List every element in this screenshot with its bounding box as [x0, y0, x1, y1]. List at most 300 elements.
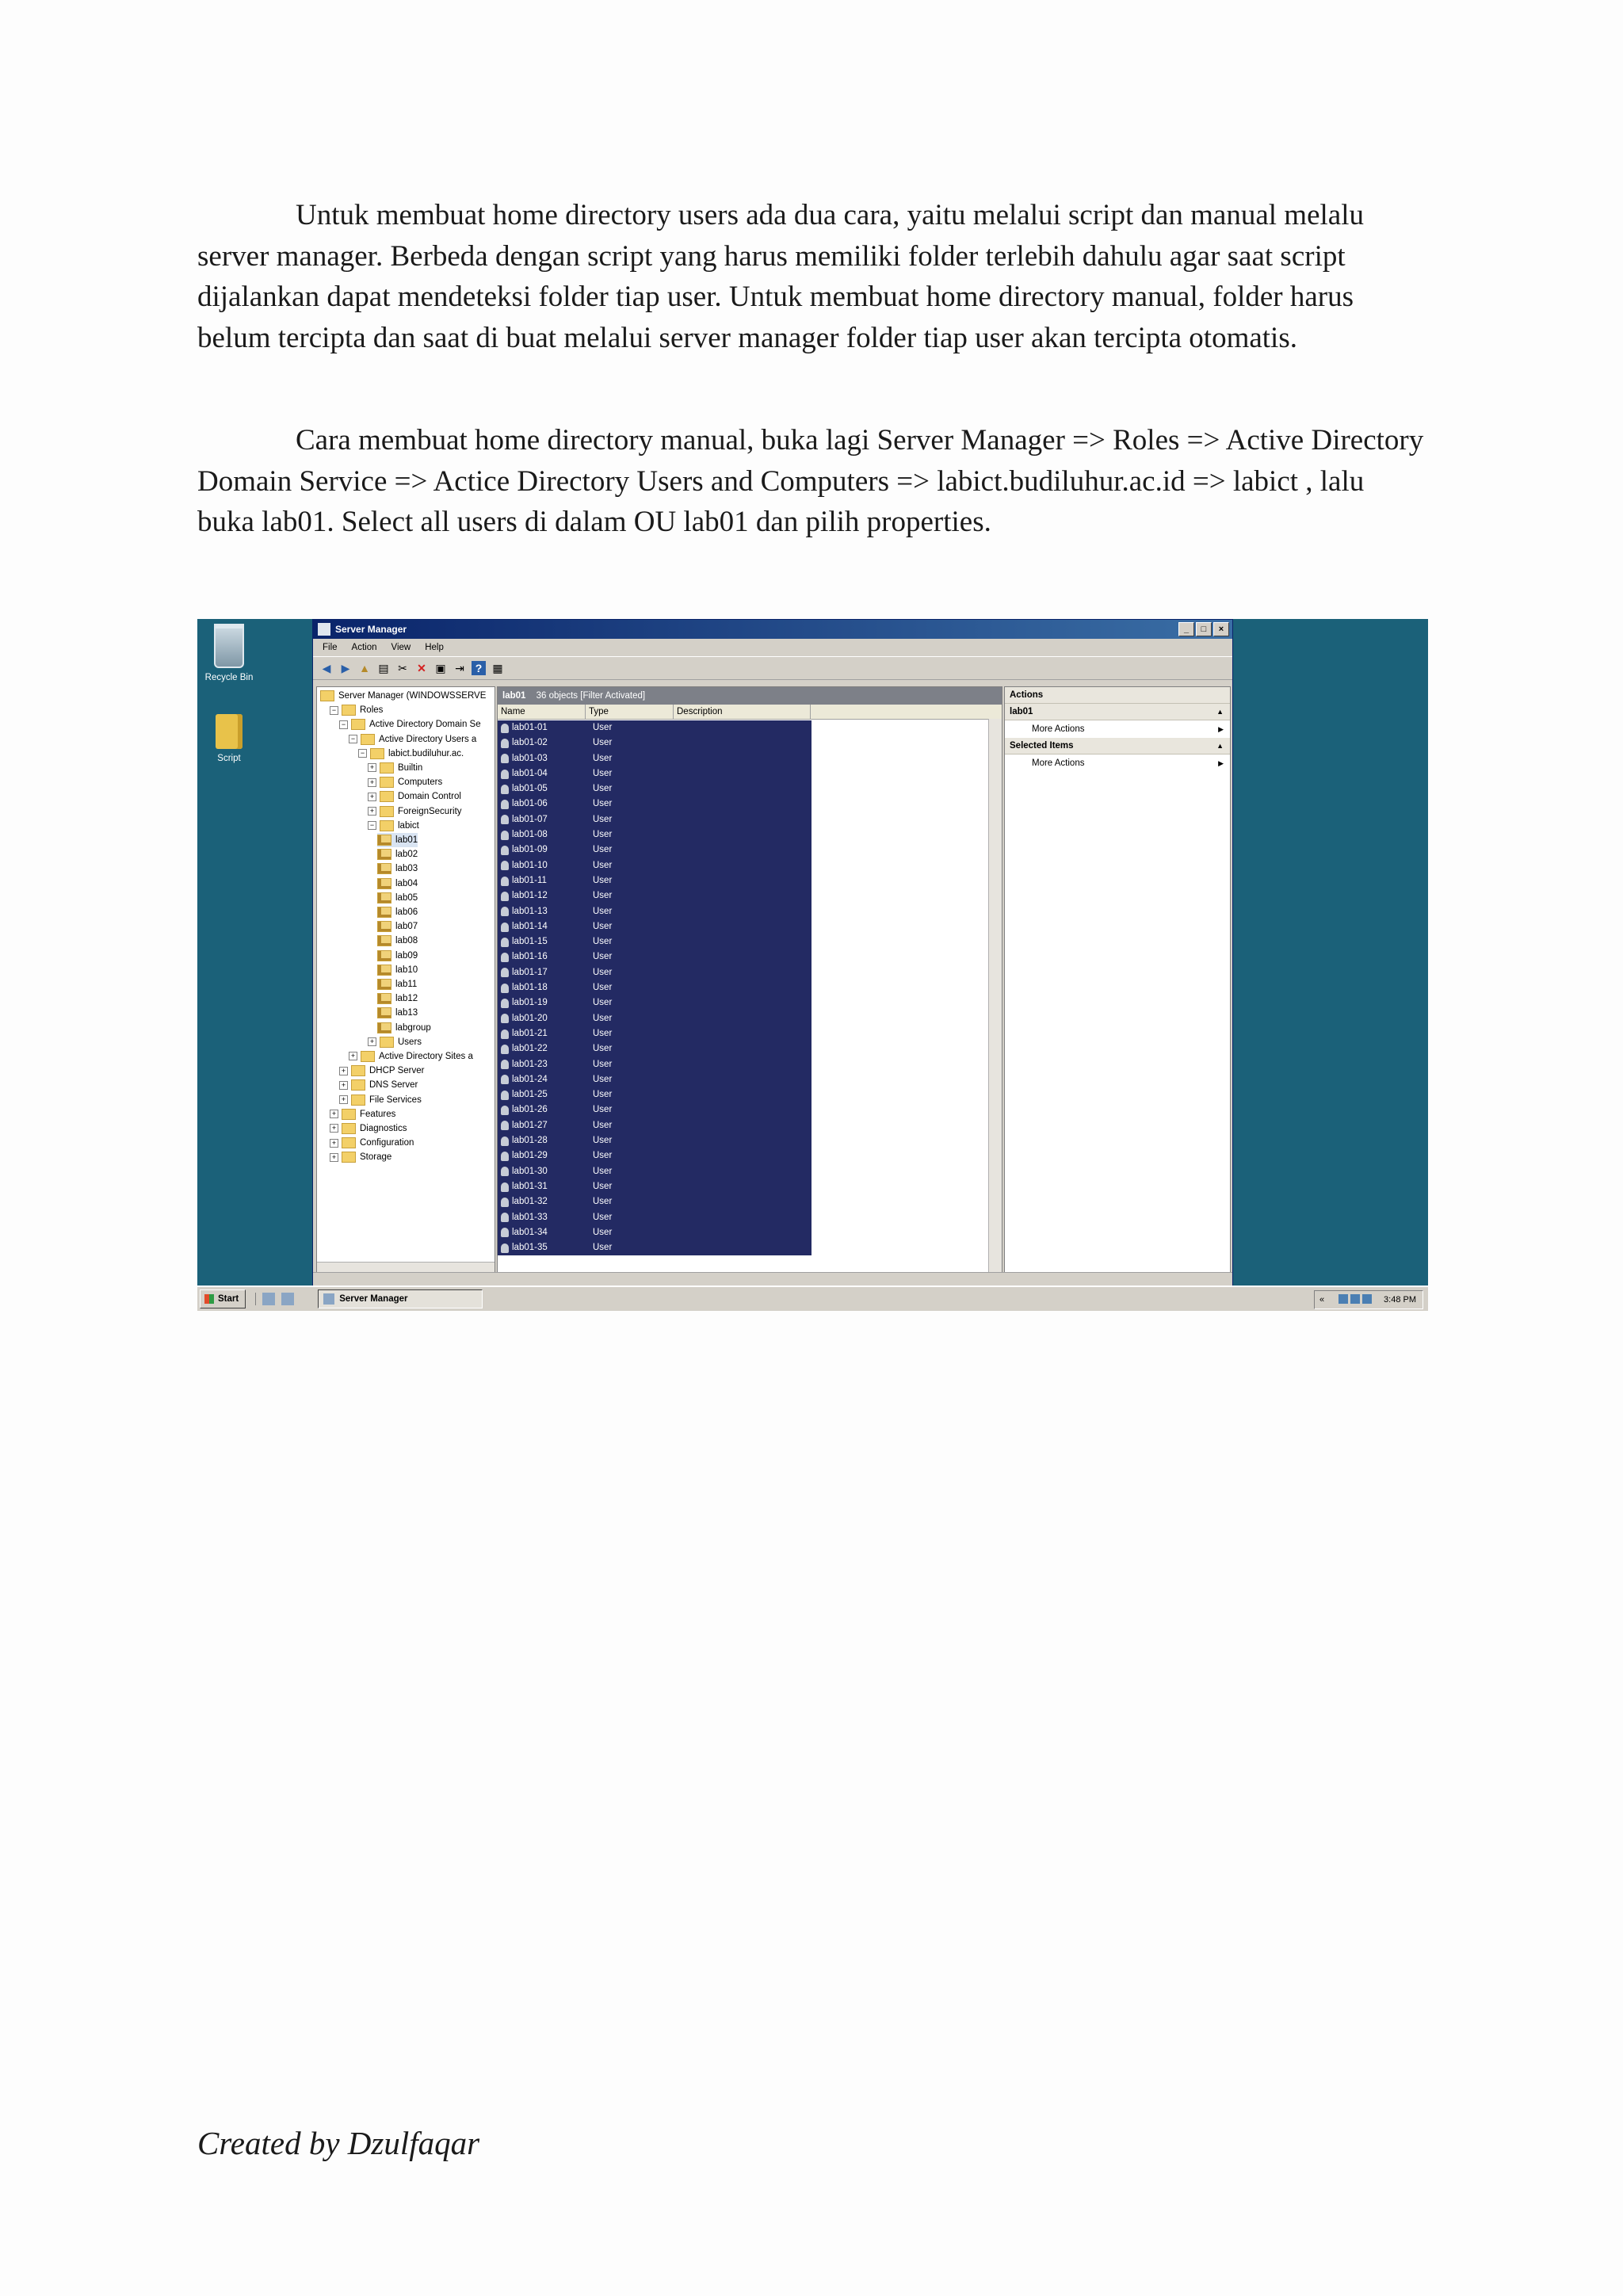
tree-node[interactable]: [377, 919, 418, 934]
user-row[interactable]: [498, 1133, 812, 1148]
expand-icon[interactable]: +: [368, 807, 376, 816]
folder-icon: [380, 806, 394, 817]
user-icon: [501, 877, 509, 886]
tree-node-label: Active Directory Domain Se: [369, 720, 481, 730]
user-type: User: [593, 1227, 613, 1237]
user-name: lab01-33: [512, 1212, 548, 1222]
tree-node-label: labict.budiluhur.ac.: [388, 748, 464, 758]
user-name: lab01-34: [512, 1227, 548, 1237]
tree-node-label: Active Directory Users a: [379, 734, 477, 744]
tree-node[interactable]: [377, 861, 418, 876]
tree-node[interactable]: [368, 1035, 422, 1049]
result-pane: [497, 686, 1002, 1276]
tree-node[interactable]: [377, 934, 418, 948]
script-folder-icon[interactable]: Script: [197, 714, 261, 763]
folder-icon: [342, 1109, 356, 1120]
user-icon: [501, 1152, 509, 1161]
user-type: User: [593, 738, 613, 748]
user-row[interactable]: [498, 1148, 812, 1163]
tree-node[interactable]: [368, 819, 419, 833]
user-icon: [501, 1137, 509, 1146]
user-row[interactable]: [498, 873, 812, 888]
user-name: lab01-06: [512, 799, 548, 809]
column-name[interactable]: Name: [498, 705, 586, 719]
tree-node[interactable]: [377, 1021, 431, 1035]
user-name: lab01-07: [512, 814, 548, 824]
user-row[interactable]: [498, 1057, 812, 1072]
tree-node-label: Storage: [360, 1152, 392, 1163]
user-row[interactable]: [498, 934, 812, 949]
expand-icon[interactable]: +: [330, 1139, 338, 1148]
user-icon: [501, 846, 509, 855]
user-type: User: [593, 860, 613, 870]
user-type: User: [593, 1181, 613, 1191]
user-type: User: [593, 1090, 613, 1100]
tree-node[interactable]: [377, 833, 418, 847]
tree-node-label: lab03: [395, 864, 418, 874]
vertical-scrollbar[interactable]: [988, 719, 1002, 1275]
tree-node[interactable]: [368, 789, 461, 804]
folder-icon: [380, 777, 394, 788]
tree-node-label: lab13: [395, 1008, 418, 1018]
taskbar-server-manager-button[interactable]: Server Manager: [318, 1289, 483, 1308]
actions-header: Actions: [1005, 687, 1230, 704]
menu-bar: [313, 639, 1232, 656]
tree-node[interactable]: [377, 991, 418, 1006]
user-row[interactable]: [498, 720, 812, 735]
user-icon: [501, 800, 509, 809]
tree-node[interactable]: [377, 847, 418, 861]
menu-view[interactable]: View: [391, 643, 411, 652]
tree-node-label: lab09: [395, 950, 418, 961]
user-icon: [501, 739, 509, 748]
user-row[interactable]: [498, 1118, 812, 1133]
user-type: User: [593, 983, 613, 993]
user-row[interactable]: [498, 827, 812, 842]
tree-node-label: lab04: [395, 878, 418, 888]
user-icon: [501, 907, 509, 916]
folder-icon: [351, 1079, 365, 1091]
tree-node[interactable]: [377, 891, 418, 905]
user-icon: [501, 1228, 509, 1237]
server-manager-icon: [318, 623, 330, 636]
folder-icon: [320, 690, 334, 701]
user-icon: [501, 1213, 509, 1222]
user-name: lab01-30: [512, 1166, 548, 1176]
tree-node[interactable]: [358, 747, 464, 761]
column-type[interactable]: Type: [586, 705, 674, 719]
collapse-icon[interactable]: −: [339, 720, 348, 729]
collapse-icon: ▲: [1216, 742, 1224, 750]
tree-node[interactable]: [377, 949, 418, 963]
tree-node-label: lab06: [395, 907, 418, 917]
user-row[interactable]: [498, 888, 812, 904]
user-icon: [501, 1106, 509, 1115]
user-type: User: [593, 1151, 613, 1161]
user-row[interactable]: [498, 1240, 812, 1255]
ou-icon: [377, 1007, 391, 1018]
actions-section-selected-items[interactable]: Selected Items ▲: [1005, 738, 1230, 755]
delete-icon[interactable]: ✕: [417, 662, 426, 674]
user-row[interactable]: [498, 1225, 812, 1240]
user-type: User: [593, 906, 613, 916]
clock[interactable]: 3:48 PM: [1384, 1295, 1416, 1305]
tree-node-label: File Services: [369, 1095, 422, 1105]
user-icon: [501, 754, 509, 763]
tree-node-label: Domain Control: [398, 792, 461, 802]
user-row[interactable]: [498, 1026, 812, 1041]
folder-icon: [342, 1137, 356, 1148]
tree-node[interactable]: [377, 877, 418, 891]
forward-icon[interactable]: ▶: [341, 662, 350, 674]
ou-icon: [377, 907, 391, 918]
user-type: User: [593, 1105, 613, 1115]
show-tree-icon[interactable]: ▤: [378, 662, 389, 674]
tree-node[interactable]: [330, 703, 383, 717]
expand-icon[interactable]: +: [339, 1067, 348, 1075]
user-row[interactable]: [498, 1072, 812, 1087]
view-icon[interactable]: ▦: [492, 662, 503, 674]
user-row[interactable]: [498, 965, 812, 980]
more-actions-link[interactable]: More Actions ▶: [1005, 755, 1230, 772]
user-type: User: [593, 1120, 613, 1130]
folder-icon: [342, 1152, 356, 1163]
cut-icon[interactable]: ✂: [398, 662, 407, 674]
tree-node-label: ForeignSecurity: [398, 806, 462, 816]
tree-node-label: labict: [398, 820, 419, 831]
powershell-quicklaunch-icon[interactable]: [281, 1293, 294, 1305]
user-row[interactable]: [498, 1102, 812, 1117]
back-icon[interactable]: ◀: [322, 662, 331, 674]
tree-node-label: lab05: [395, 892, 418, 903]
user-name: lab01-19: [512, 998, 548, 1008]
user-icon: [501, 1014, 509, 1023]
tree-node[interactable]: [377, 977, 417, 991]
folder-icon: [361, 734, 375, 745]
tree-node-label: Users: [398, 1037, 422, 1047]
user-row[interactable]: [498, 1164, 812, 1179]
collapse-icon[interactable]: −: [330, 706, 338, 715]
user-type: User: [593, 967, 613, 977]
user-type: User: [593, 814, 613, 824]
user-icon: [501, 923, 509, 932]
user-row[interactable]: [498, 904, 812, 919]
collapse-icon[interactable]: −: [368, 821, 376, 830]
menu-file[interactable]: File: [323, 643, 338, 652]
user-icon: [501, 999, 509, 1008]
tree-node[interactable]: [339, 1093, 422, 1107]
tree-node-label: lab07: [395, 922, 418, 932]
user-type: User: [593, 875, 613, 885]
user-icon: [501, 968, 509, 977]
user-name: lab01-35: [512, 1243, 548, 1253]
folder-icon: [380, 791, 394, 802]
user-type: User: [593, 1074, 613, 1084]
actions-section-lab01[interactable]: lab01 ▲: [1005, 704, 1230, 720]
user-row[interactable]: [498, 1210, 812, 1225]
tree-node[interactable]: [330, 1121, 407, 1136]
ou-icon: [377, 965, 391, 976]
user-icon: [501, 892, 509, 901]
tree-node-label: Computers: [398, 777, 443, 788]
user-type: User: [593, 937, 613, 947]
folder-icon: [380, 1037, 394, 1048]
collapse-icon[interactable]: −: [349, 735, 357, 743]
folder-icon: [380, 762, 394, 774]
tree-node-label: lab08: [395, 936, 418, 946]
up-folder-icon[interactable]: ▲: [359, 662, 370, 674]
user-type: User: [593, 1028, 613, 1038]
tree-node[interactable]: [349, 1049, 473, 1064]
user-row[interactable]: [498, 781, 812, 797]
ou-icon: [377, 878, 391, 889]
server-manager-screenshot: [197, 619, 1428, 1309]
user-type: User: [593, 1212, 613, 1222]
user-row[interactable]: [498, 1011, 812, 1026]
user-type: User: [593, 845, 613, 855]
user-name: lab01-09: [512, 845, 548, 855]
submenu-arrow-icon: ▶: [1218, 725, 1224, 733]
user-icon: [501, 1075, 509, 1084]
user-row[interactable]: [498, 842, 812, 858]
user-row[interactable]: [498, 766, 812, 781]
tree-node[interactable]: [349, 732, 476, 747]
user-type: User: [593, 921, 613, 931]
user-type: User: [593, 753, 613, 763]
expand-icon[interactable]: +: [368, 1037, 376, 1046]
tree-node-label: DNS Server: [369, 1080, 418, 1091]
folder-icon: [380, 820, 394, 831]
user-icon: [501, 953, 509, 962]
user-type: User: [593, 723, 613, 732]
user-row[interactable]: [498, 1179, 812, 1194]
user-type: User: [593, 998, 613, 1008]
user-type: User: [593, 1166, 613, 1176]
tree-node[interactable]: [339, 717, 481, 732]
user-icon: [501, 1121, 509, 1130]
expand-icon[interactable]: +: [330, 1110, 338, 1118]
user-name: lab01-32: [512, 1197, 548, 1207]
user-type: User: [593, 1059, 613, 1069]
user-name: lab01-05: [512, 784, 548, 794]
more-actions-link[interactable]: More Actions ▶: [1005, 720, 1230, 738]
tree-node-label: Roles: [360, 705, 384, 716]
tree-node[interactable]: [330, 1150, 391, 1164]
tree-node-label: lab12: [395, 994, 418, 1004]
tree-node[interactable]: [368, 761, 422, 775]
user-icon: [501, 1091, 509, 1100]
folder-icon: [351, 719, 365, 730]
user-name: lab01-14: [512, 921, 548, 931]
user-row[interactable]: [498, 1041, 812, 1056]
user-type: User: [593, 1044, 613, 1054]
menu-action[interactable]: Action: [351, 643, 377, 652]
user-icon: [501, 1198, 509, 1207]
user-type: User: [593, 768, 613, 778]
ou-icon: [377, 849, 391, 860]
user-type: User: [593, 1013, 613, 1023]
expand-icon[interactable]: +: [368, 763, 376, 772]
user-name: lab01-04: [512, 768, 548, 778]
network-icon[interactable]: [1338, 1294, 1348, 1304]
user-icon: [501, 938, 509, 947]
user-row[interactable]: [498, 735, 812, 751]
user-icon: [501, 1244, 509, 1253]
user-icon: [501, 1167, 509, 1176]
tree-node-label: Features: [360, 1109, 396, 1119]
user-name: lab01-23: [512, 1059, 548, 1069]
taskbar: [197, 1286, 1428, 1311]
user-type: User: [593, 1197, 613, 1207]
expand-icon[interactable]: +: [339, 1095, 348, 1104]
tree-node-label: Builtin: [398, 763, 423, 773]
ou-icon: [377, 935, 391, 946]
user-name: lab01-28: [512, 1136, 548, 1146]
ou-icon: [377, 950, 391, 961]
expand-icon[interactable]: +: [330, 1124, 338, 1133]
action-center-icon[interactable]: [1362, 1294, 1372, 1304]
user-name: lab01-03: [512, 753, 548, 763]
user-icon: [501, 1060, 509, 1069]
tree-node-label: Diagnostics: [360, 1124, 407, 1133]
folder-icon: [351, 1095, 365, 1106]
tree-node[interactable]: [320, 689, 486, 703]
user-icon: [501, 861, 509, 870]
user-row[interactable]: [498, 995, 812, 1010]
minimize-button[interactable]: _: [1178, 622, 1194, 636]
user-icon: [501, 984, 509, 993]
user-name: lab01-31: [512, 1181, 548, 1191]
user-type: User: [593, 891, 613, 901]
tree-node[interactable]: [339, 1078, 418, 1092]
server-manager-quicklaunch-icon[interactable]: [262, 1293, 275, 1305]
expand-icon[interactable]: +: [368, 778, 376, 787]
user-name: lab01-11: [512, 875, 547, 885]
tree-node[interactable]: [377, 1006, 418, 1020]
user-icon: [501, 770, 509, 779]
folder-icon: [342, 1123, 356, 1134]
paragraph-2: Cara membuat home directory manual, buka lagi Server Manager => Roles => Active Directory Domain Service => Actice Directory Users and Computers => labict.budiluhur.ac.id => labict , lalu buka lab01. Select all users di dalam OU lab01 dan pilih properties.: [197, 424, 1424, 538]
user-name: lab01-12: [512, 891, 548, 901]
properties-icon[interactable]: ▣: [435, 662, 446, 674]
start-button[interactable]: Start: [200, 1289, 246, 1308]
user-row[interactable]: [498, 919, 812, 934]
user-icon: [501, 1045, 509, 1054]
user-row[interactable]: [498, 797, 812, 812]
user-type: User: [593, 952, 613, 962]
folder-icon: [370, 748, 384, 759]
user-row[interactable]: [498, 812, 812, 827]
user-type: User: [593, 784, 613, 794]
user-name: lab01-20: [512, 1013, 548, 1023]
collapse-icon[interactable]: −: [358, 749, 367, 758]
user-type: User: [593, 1136, 613, 1146]
user-type: User: [593, 1243, 613, 1253]
export-icon[interactable]: ⇥: [455, 662, 464, 674]
expand-icon[interactable]: +: [368, 793, 376, 801]
user-icon: [501, 815, 509, 824]
user-name: lab01-21: [512, 1028, 548, 1038]
user-name: lab01-10: [512, 860, 548, 870]
console-tree: [316, 686, 495, 1276]
menu-help[interactable]: Help: [425, 643, 444, 652]
ou-icon: [377, 921, 391, 932]
user-name: lab01-01: [512, 723, 548, 732]
ou-icon: [377, 993, 391, 1004]
user-list: [498, 720, 812, 1255]
user-name: lab01-15: [512, 937, 548, 947]
ou-icon: [377, 863, 391, 874]
expand-icon[interactable]: +: [349, 1052, 357, 1060]
user-icon: [501, 1182, 509, 1192]
tree-node[interactable]: [368, 775, 442, 789]
tree-node[interactable]: [330, 1136, 414, 1150]
user-type: User: [593, 830, 613, 840]
tree-node[interactable]: [368, 804, 462, 819]
paragraph-1: Untuk membuat home directory users ada dua cara, yaitu melalui script dan manual melalu server manager. Berbeda dengan script yang harus memiliki folder terlebih dahulu agar saat script dijalankan dapat mendeteksi folder tiap user. Untuk membuat home directory manual, folder harus belum tercipta dan saat di buat melalui server manager folder tiap user akan tercipta otomatis.: [197, 199, 1364, 354]
user-icon: [501, 785, 509, 794]
recycle-bin-icon[interactable]: Recycle Bin: [197, 624, 261, 682]
column-headers: [498, 705, 1002, 720]
user-type: User: [593, 799, 613, 809]
tree-node[interactable]: [377, 905, 418, 919]
ou-icon: [377, 835, 391, 846]
user-name: lab01-22: [512, 1044, 548, 1054]
actions-pane: [1004, 686, 1231, 1276]
user-row[interactable]: [498, 949, 812, 965]
user-icon: [501, 831, 509, 840]
tree-node[interactable]: [377, 963, 418, 977]
user-name: lab01-13: [512, 906, 548, 916]
tree-node[interactable]: [330, 1107, 395, 1121]
tree-node-label: labgroup: [395, 1022, 431, 1033]
maximize-button[interactable]: □: [1196, 622, 1212, 636]
user-name: lab01-24: [512, 1074, 548, 1084]
user-name: lab01-26: [512, 1105, 548, 1115]
collapse-icon: ▲: [1216, 708, 1224, 716]
expand-icon[interactable]: +: [330, 1153, 338, 1162]
system-tray: [1314, 1290, 1423, 1309]
tray-expand-icon[interactable]: «: [1319, 1295, 1325, 1305]
user-name: lab01-16: [512, 952, 548, 962]
user-row[interactable]: [498, 751, 812, 766]
user-row[interactable]: [498, 1087, 812, 1102]
expand-icon[interactable]: +: [339, 1081, 348, 1090]
column-description[interactable]: Description: [674, 705, 811, 719]
title-bar[interactable]: Server Manager _ □ ×: [313, 620, 1232, 639]
user-icon: [501, 724, 509, 733]
ou-icon: [377, 1022, 391, 1033]
tree-node-label: DHCP Server: [369, 1066, 425, 1076]
help-icon[interactable]: ?: [472, 661, 486, 675]
tree-node-label: lab10: [395, 965, 418, 975]
user-row[interactable]: [498, 858, 812, 873]
close-button[interactable]: ×: [1213, 622, 1229, 636]
volume-icon[interactable]: [1350, 1294, 1360, 1304]
user-row[interactable]: [498, 980, 812, 995]
footer-credit: Created by Dzulfaqar: [197, 2125, 480, 2161]
server-manager-window: [312, 619, 1233, 1286]
tree-node[interactable]: [339, 1064, 424, 1078]
ou-icon: [377, 892, 391, 904]
user-name: lab01-18: [512, 983, 548, 993]
folder-icon: [342, 705, 356, 716]
tree-node-label: lab01: [395, 835, 418, 845]
quick-launch: [255, 1293, 294, 1305]
user-icon: [501, 1030, 509, 1039]
tree-node-label: Active Directory Sites a: [379, 1052, 473, 1061]
user-row[interactable]: [498, 1194, 812, 1209]
